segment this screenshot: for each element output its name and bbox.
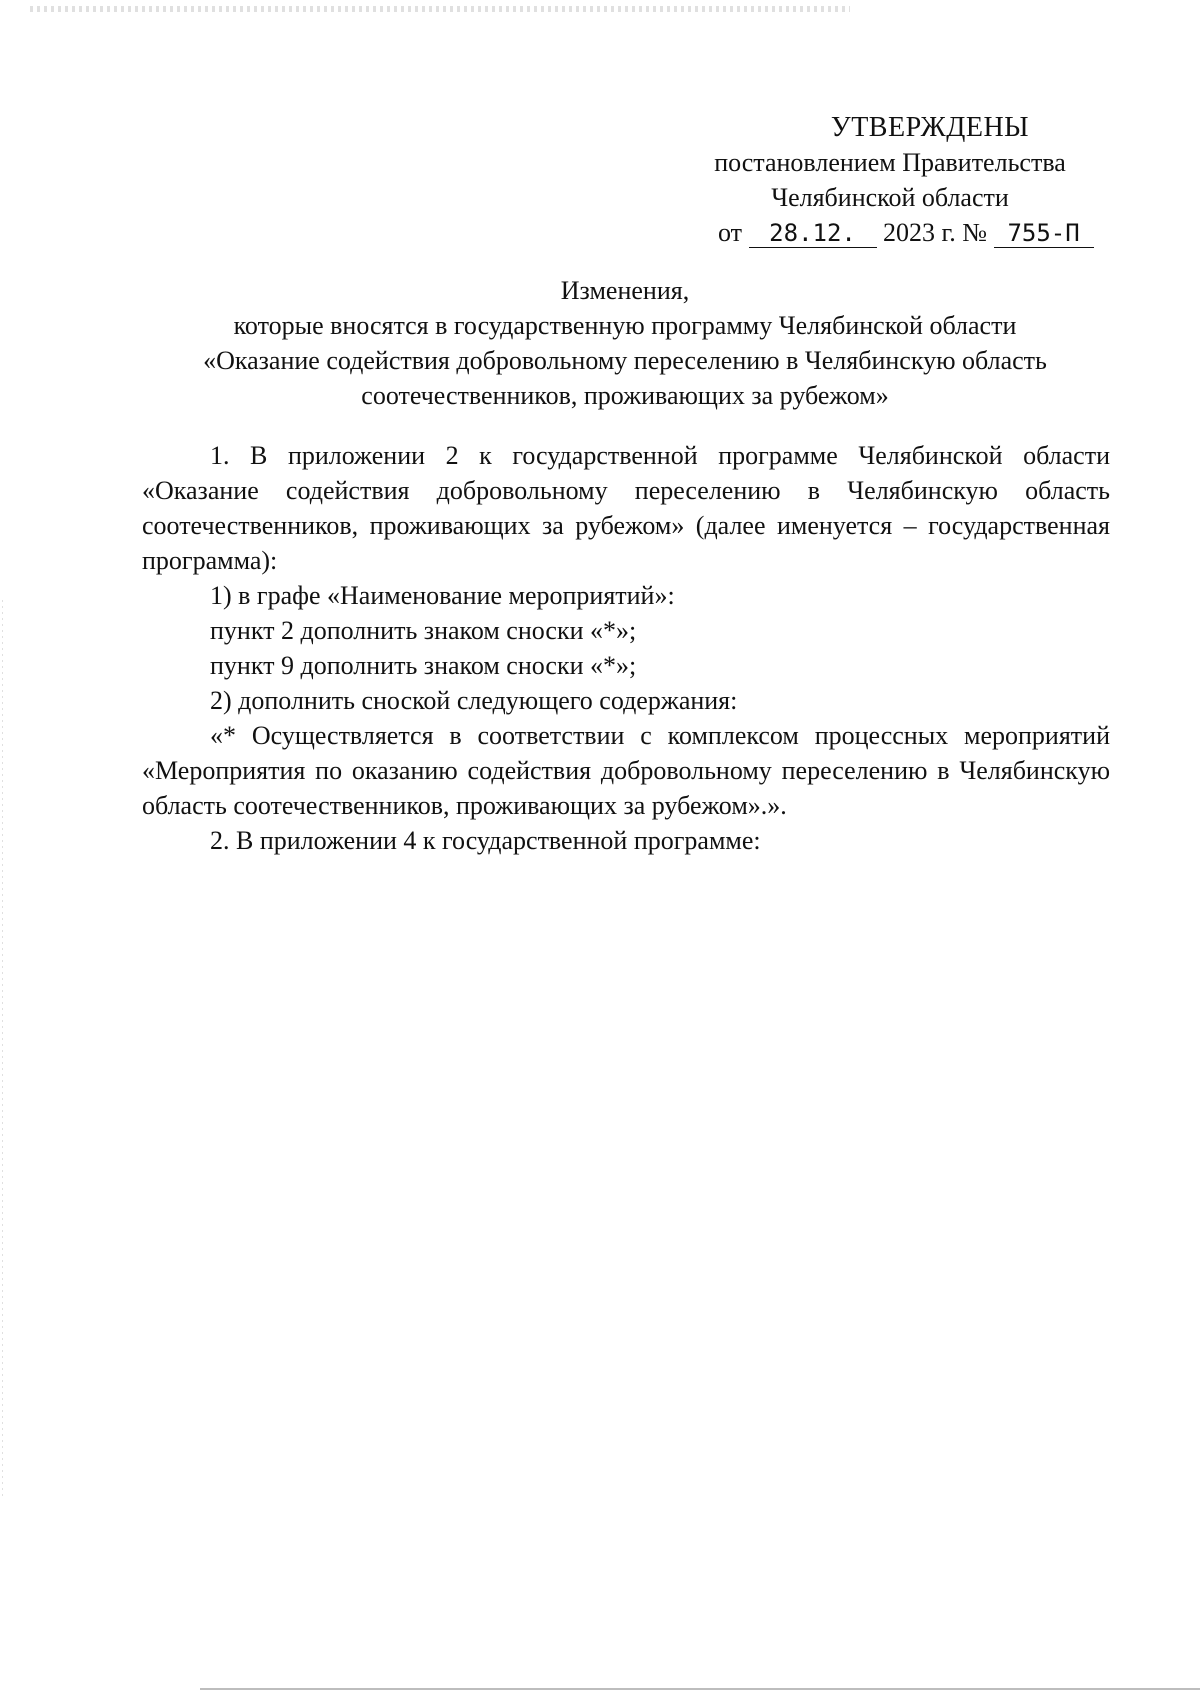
date-prefix: от [718, 218, 743, 247]
document-title [120, 273, 1130, 413]
scan-artifact-bottom [200, 1688, 1200, 1690]
number-field: 755-П [994, 219, 1094, 248]
approval-line-region: Челябинской области [771, 183, 1009, 212]
title-line-1: Изменения, [560, 276, 690, 305]
title-line-3: «Оказание содействия добровольному переселению в Челябинскую область [203, 346, 1047, 375]
paragraph-4: пункт 9 дополнить знаком сноски «*»; [210, 651, 637, 680]
paragraph-7: 2. В приложении 4 к государственной программе: [210, 826, 761, 855]
approval-date-line [640, 215, 1140, 250]
paragraph-3: пункт 2 дополнить знаком сноски «*»; [210, 616, 637, 645]
paragraph-5: 2) дополнить сноской следующего содержания: [210, 686, 738, 715]
scan-artifact-left [2, 600, 3, 1500]
approval-heading: УТВЕРЖДЕНЫ [830, 112, 1030, 143]
title-line-4: соотечественников, проживающих за рубежом» [361, 381, 889, 410]
paragraph-2: 1) в графе «Наименование мероприятий»: [210, 581, 675, 610]
paragraph-6: «* Осуществляется в соответствии с комплексом процессных мероприятий «Мероприятия по оказанию содействия добровольному переселению в Челябинскую область соотечественников, проживающих за рубежом».». [142, 721, 1110, 820]
scan-artifact-top [30, 6, 850, 12]
year-text: 2023 г. № [883, 218, 988, 247]
paragraph-1: 1. В приложении 2 к государственной программе Челябинской области «Оказание содействия добровольному переселению в Челябинскую область соотечественников, проживающих за рубежом» (далее именуется – государственная программа): [142, 441, 1110, 575]
approval-line-resolution: постановлением Правительства [714, 148, 1066, 177]
document-body [142, 438, 1110, 858]
approval-stamp-block [640, 110, 1140, 250]
title-line-2: которые вносятся в государственную программу Челябинской области [233, 311, 1017, 340]
date-field: 28.12. [749, 219, 877, 248]
